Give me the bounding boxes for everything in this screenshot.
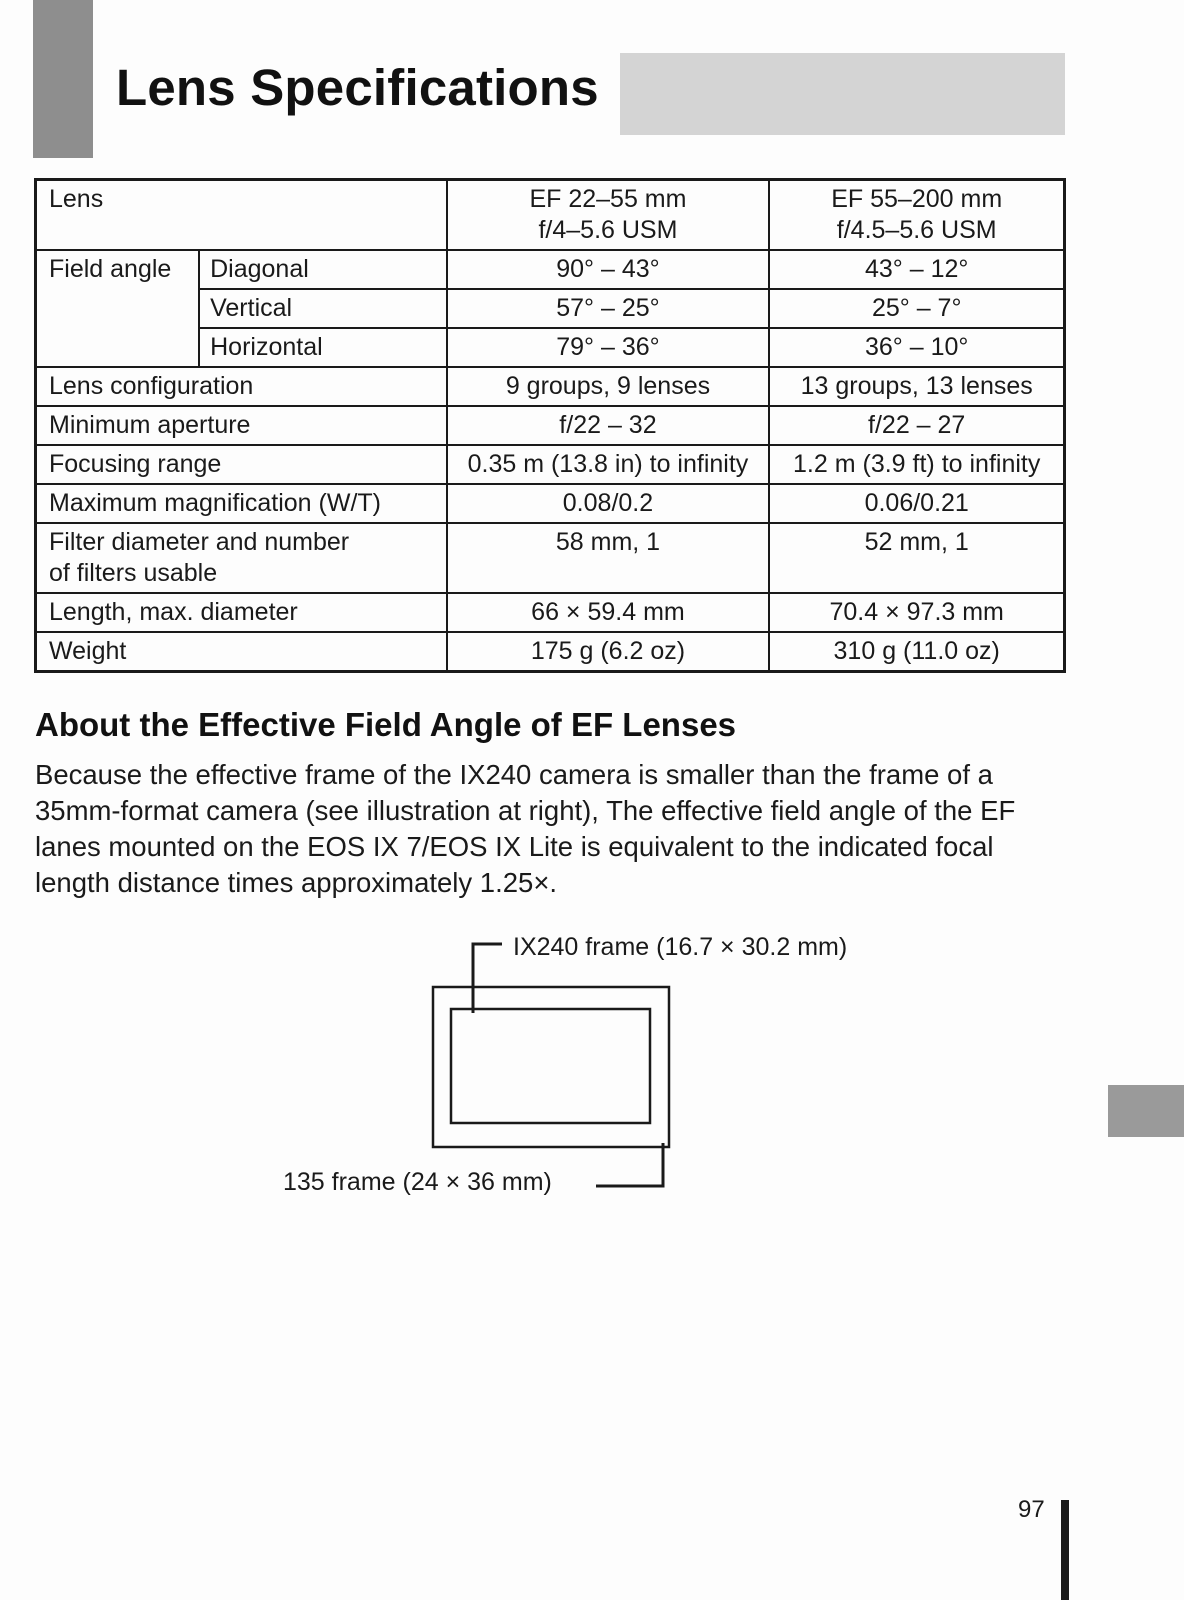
table-row — [36, 445, 1065, 484]
row-label: Vertical — [199, 289, 446, 328]
lens1-value: 175 g (6.2 oz) — [447, 632, 770, 672]
row-label-line: Filter diameter and number — [49, 528, 350, 556]
row-label: Weight — [36, 632, 447, 672]
row-label — [36, 523, 447, 593]
lens-spec-table — [34, 178, 1066, 673]
lens2-value: f/22 – 27 — [769, 406, 1064, 445]
table-row — [36, 593, 1065, 632]
lens1-value: 79° – 36° — [447, 328, 770, 367]
lens1-value: 9 groups, 9 lenses — [447, 367, 770, 406]
table-row-lens — [36, 180, 1065, 251]
lens1-value: f/22 – 32 — [447, 406, 770, 445]
lens2-value: 0.06/0.21 — [769, 484, 1064, 523]
lens1-value: 58 mm, 1 — [447, 523, 770, 593]
lens1-name: EF 22–55 mm — [529, 185, 687, 213]
lens2-value: 1.2 m (3.9 ft) to infinity — [769, 445, 1064, 484]
row-label: Diagonal — [199, 250, 446, 289]
lens2-aperture: f/4.5–5.6 USM — [836, 216, 997, 244]
table-row — [36, 406, 1065, 445]
lens1-header — [447, 180, 770, 251]
lens2-value: 310 g (11.0 oz) — [769, 632, 1064, 672]
ix240-leader-line — [473, 944, 502, 1013]
frame-135-label: 135 frame (24 × 36 mm) — [283, 1168, 552, 1196]
lens2-value: 52 mm, 1 — [769, 523, 1064, 593]
lens2-value: 13 groups, 13 lenses — [769, 367, 1064, 406]
lens2-value: 25° – 7° — [769, 289, 1064, 328]
frame-comparison-diagram — [420, 930, 680, 1190]
row-label: Length, max. diameter — [36, 593, 447, 632]
lens1-value: 90° – 43° — [447, 250, 770, 289]
page-title: Lens Specifications — [116, 59, 599, 116]
row-label: Lens configuration — [36, 367, 447, 406]
table-row — [36, 523, 1065, 593]
row-label-line: of filters usable — [49, 559, 218, 587]
chapter-tab-side — [1108, 1085, 1184, 1137]
row-label: Maximum magnification (W/T) — [36, 484, 447, 523]
page-edge-bar — [1061, 1500, 1069, 1600]
lens1-aperture: f/4–5.6 USM — [538, 216, 678, 244]
lens2-value: 36° – 10° — [769, 328, 1064, 367]
table-row — [36, 484, 1065, 523]
frame-ix240-outline — [451, 1009, 650, 1123]
page-number: 97 — [1018, 1496, 1045, 1523]
lens1-value: 0.35 m (13.8 in) to infinity — [447, 445, 770, 484]
body-paragraph: Because the effective frame of the IX240 camera is smaller than the frame of a 35mm-format camera (see illustration at right), The effective field angle of the EF lanes mounted on the EOS IX 7/EOS IX Lite is equivalent to the indicated focal length distance times approximately 1.25×. — [35, 759, 1016, 898]
row-label: Minimum aperture — [36, 406, 447, 445]
chapter-tab-marker — [33, 0, 93, 158]
header-gray-band — [620, 53, 1065, 135]
lens2-header — [769, 180, 1064, 251]
lens2-value: 70.4 × 97.3 mm — [769, 593, 1064, 632]
lens2-name: EF 55–200 mm — [831, 185, 1003, 213]
section-heading: About the Effective Field Angle of EF Lenses — [35, 706, 737, 743]
lens1-value: 0.08/0.2 — [447, 484, 770, 523]
lens1-value: 57° – 25° — [447, 289, 770, 328]
field-angle-label: Field angle — [36, 250, 200, 367]
lens2-value: 43° – 12° — [769, 250, 1064, 289]
row-label: Lens — [36, 180, 447, 251]
frame135-leader-line — [596, 1143, 663, 1186]
table-row — [36, 367, 1065, 406]
ix240-frame-label: IX240 frame (16.7 × 30.2 mm) — [513, 933, 848, 961]
row-label: Focusing range — [36, 445, 447, 484]
lens1-value: 66 × 59.4 mm — [447, 593, 770, 632]
table-row — [36, 250, 1065, 289]
table-row — [36, 632, 1065, 672]
row-label: Horizontal — [199, 328, 446, 367]
